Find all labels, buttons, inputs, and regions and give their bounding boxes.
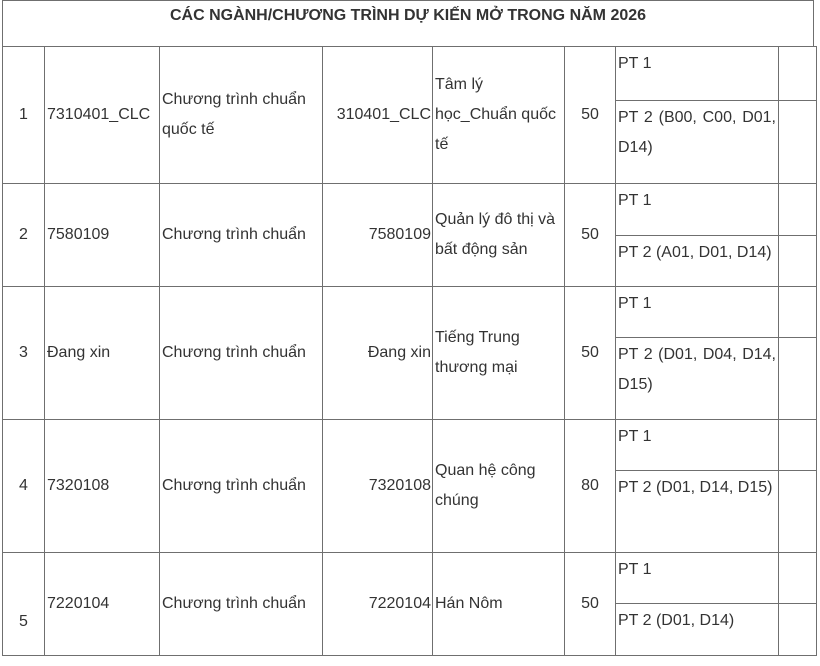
table-row xyxy=(3,184,817,236)
program-type: Chương trình chuẩn xyxy=(160,184,323,287)
table-row xyxy=(3,553,817,604)
row-number: 5 xyxy=(3,553,45,656)
admission-method-1: PT 1 xyxy=(616,420,779,471)
row-number: 2 xyxy=(3,184,45,287)
program-code: 7220104 xyxy=(45,553,160,656)
row-number: 3 xyxy=(3,287,45,420)
quota: 80 xyxy=(565,420,616,553)
table-title: CÁC NGÀNH/CHƯƠNG TRÌNH DỰ KIẾN MỞ TRONG NĂM 2026 xyxy=(2,0,814,46)
empty-cell xyxy=(779,604,817,656)
empty-cell xyxy=(779,101,817,184)
admission-method-1: PT 1 xyxy=(616,184,779,236)
quota: 50 xyxy=(565,287,616,420)
programs-table xyxy=(2,46,817,656)
program-code: 7320108 xyxy=(45,420,160,553)
program-name: Quan hệ công chúng xyxy=(433,420,565,553)
admission-method-1: PT 1 xyxy=(616,287,779,338)
program-code-2: 7580109 xyxy=(323,184,433,287)
program-code-2: 310401_CLC xyxy=(323,47,433,184)
admission-method-2: PT 2 (B00, C00, D01, D14) xyxy=(616,101,779,184)
admission-method-2: PT 2 (D01, D04, D14, D15) xyxy=(616,338,779,420)
program-type: Chương trình chuẩn xyxy=(160,420,323,553)
table-row xyxy=(3,420,817,471)
row-number: 1 xyxy=(3,47,45,184)
table-row xyxy=(3,287,817,338)
program-code-2: 7220104 xyxy=(323,553,433,656)
program-code: 7580109 xyxy=(45,184,160,287)
program-name: Quản lý đô thị và bất động sản xyxy=(433,184,565,287)
admission-method-2: PT 2 (D01, D14, D15) xyxy=(616,471,779,553)
admission-method-2: PT 2 (A01, D01, D14) xyxy=(616,236,779,287)
quota: 50 xyxy=(565,184,616,287)
empty-cell xyxy=(779,553,817,604)
program-type: Chương trình chuẩn quốc tế xyxy=(160,47,323,184)
empty-cell xyxy=(779,47,817,101)
empty-cell xyxy=(779,471,817,553)
admission-method-2: PT 2 (D01, D14) xyxy=(616,604,779,656)
program-code-2: 7320108 xyxy=(323,420,433,553)
program-code-2: Đang xin xyxy=(323,287,433,420)
program-name: Tiếng Trung thương mại xyxy=(433,287,565,420)
program-type: Chương trình chuẩn xyxy=(160,287,323,420)
program-code: Đang xin xyxy=(45,287,160,420)
empty-cell xyxy=(779,287,817,338)
empty-cell xyxy=(779,184,817,236)
quota: 50 xyxy=(565,47,616,184)
program-name: Hán Nôm xyxy=(433,553,565,656)
empty-cell xyxy=(779,236,817,287)
empty-cell xyxy=(779,338,817,420)
quota: 50 xyxy=(565,553,616,656)
table-row xyxy=(3,47,817,101)
admission-method-1: PT 1 xyxy=(616,47,779,101)
admission-method-1: PT 1 xyxy=(616,553,779,604)
program-code: 7310401_CLC xyxy=(45,47,160,184)
program-type: Chương trình chuẩn xyxy=(160,553,323,656)
row-number: 4 xyxy=(3,420,45,553)
empty-cell xyxy=(779,420,817,471)
program-name: Tâm lý học_Chuẩn quốc tế xyxy=(433,47,565,184)
